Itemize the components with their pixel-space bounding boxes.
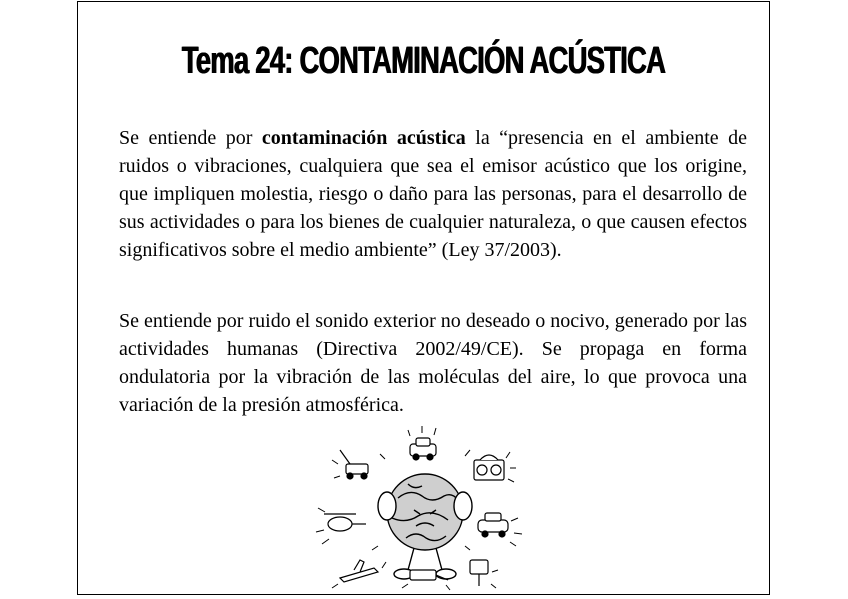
slide-title: Tema 24: CONTAMINACIÓN ACÚSTICA (181, 40, 666, 82)
car-icon (410, 438, 436, 460)
paragraph-ruido: Se entiende por ruido el sonido exterior no deseado o nocivo, generado por las actividades humanas (Directiva 2002/49/CE). Se propaga en forma ondulatoria por la vibración de las moléculas del aire, lo que provoca una variación de la presión atmosférica. (119, 310, 747, 416)
earth-globe-icon (387, 474, 463, 550)
term-contaminacion-acustica: contaminación acústica (261, 127, 466, 149)
slide (77, 1, 770, 595)
lawnmower-icon (340, 450, 368, 479)
noisy-earth-illustration (310, 420, 540, 596)
paragraph-definition-start: Se entiende por (119, 127, 262, 149)
paragraph-definition (119, 124, 747, 264)
helicopter-icon (324, 514, 366, 531)
radio-icon (474, 455, 504, 480)
jackhammer-icon (470, 560, 488, 586)
sports-car-icon (478, 513, 508, 537)
paragraph-definition-rest: la “presencia en el ambiente de ruidos o vibraciones, cualquiera que sea el emisor acústico que los origine, que impliquen molestia, riesgo o daño para las personas, para el desarrollo de sus actividades o para los bienes de cualquier naturaleza, o que causen efectos significativos sobre el medio ambiente” (Ley 37/2003). (119, 127, 747, 261)
airplane-icon (340, 560, 378, 582)
